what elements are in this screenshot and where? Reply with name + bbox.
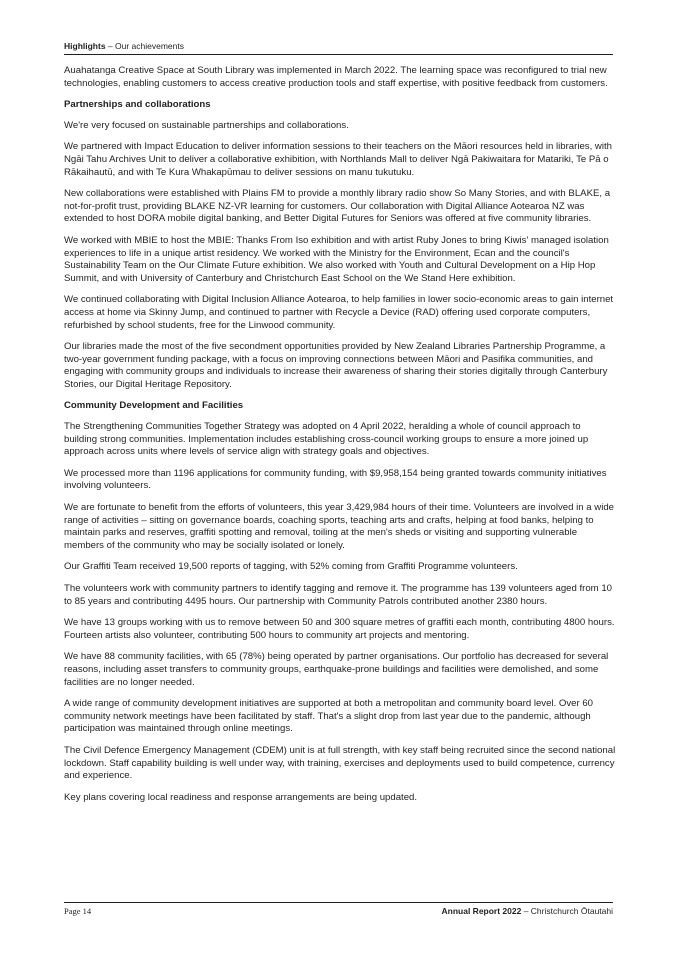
header-section: Highlights [64, 41, 106, 51]
header-separator: – [105, 41, 116, 51]
report-separator: – [521, 906, 531, 916]
paragraph-cdem: The Civil Defence Emergency Management (CDEM) unit is at full strength, with key staff being recruited since the second national lockdown. Staff capability building is well under way, with training, exercises and deployments used to build competence, currency and experience. [64, 744, 616, 782]
paragraph-new-collaborations: New collaborations were established with Plains FM to provide a monthly library radio show So Many Stories, and with BLAKE, a not-for-profit trust, providing BLAKE NZ-VR learning for customers. Our collaboration with Digital Alliance Aotearoa NZ was extended to host DORA mobile digital banking, and Better Digital Futures for Seniors was offered at five community libraries. [64, 188, 611, 225]
page-body [64, 65, 616, 813]
paragraph-graffiti-groups: We have 13 groups working with us to remove between 50 and 300 square metres of graffiti each month, contributing 4800 hours. Fourteen artists also volunteer, contributing 500 hours to community art projects and mentoring. [64, 617, 615, 641]
report-name: Annual Report 2022 [441, 906, 522, 916]
paragraph-volunteers: We are fortunate to benefit from the efforts of volunteers, this year 3,429,984 hours of their time. Volunteers are involved in a wide range of activities – sitting on governance boards, coaching sports, teaching arts and crafts, helping at food banks, helping to maintain parks and reserves, graffiti spotting and removal, toiling at the men's sheds or visiting and supporting vulnerable members of the community who may be socially isolated or lonely. [64, 502, 614, 551]
paragraph-mbie: We worked with MBIE to host the MBIE: Thanks From Iso exhibition and with artist Ruby Jones to bring Kiwis' managed isolation experiences to life in a unique artist residency. We worked with the Ministry for the Environment, Ecan and the council's Sustainability Team on the Our Climate Future exhibition. We also worked with Youth and Cultural Development on a Hip Hop Summit, and with University of Canterbury and Christchurch East School on the We Stand Here exhibition. [64, 234, 609, 284]
paragraph-digital-inclusion: We continued collaborating with Digital Inclusion Alliance Aotearoa, to help families in lower socio-economic areas to gain internet access at home via Skinny Jump, and continued to partner with Recycle a Device (RAD) offering used corporate computers, refurbished by school students, free for the Linwood community. [64, 294, 614, 331]
paragraph-graffiti-programme: The volunteers work with community partners to identify tagging and remove it. The programme has 139 volunteers aged from 10 to 85 years and contributing 4495 hours. Our partnership with Community Patrols contributed another 2380 hours. [64, 583, 613, 607]
paragraph-secondments: Our libraries made the most of the five secondment opportunities provided by New Zealand Libraries Partnership Programme, a two-year government funding package, with a focus on improving connections between Māori and Pasifika communities, and engaging with community groups and individuals to increase their awareness of sharing their stories digitally through Canterbury Stories, our Digital Heritage Repository. [64, 341, 608, 390]
header-subsection: Our achievements [115, 41, 184, 51]
paragraph-facilities: We have 88 community facilities, with 65 (78%) being operated by partner organisations. Our portfolio has decreased for several reasons, including asset transfers to community groups, earthquake-prone buildings and facilities were demolished, and some facilities are no longer needed. [64, 651, 609, 688]
running-header [64, 41, 613, 55]
page-number: Page 14 [64, 906, 92, 916]
paragraph-key-plans: Key plans covering local readiness and response arrangements are being updated. [64, 791, 418, 803]
paragraph-funding: We processed more than 1196 applications for community funding, with $9,958,154 being granted towards community initiatives involving volunteers. [64, 467, 607, 492]
paragraph-initiatives: A wide range of community development initiatives are supported at both a metropolitan and community board level. Over 60 community network meetings have been facilitated by staff. That's a slight drop from last year due to the pandemic, although participation was maintained through online meetings. [64, 698, 594, 735]
heading-partnerships: Partnerships and collaborations [64, 99, 211, 111]
paragraph-graffiti-team: Our Graffiti Team received 19,500 reports of tagging, with 52% coming from Graffiti Programme volunteers. [64, 561, 518, 573]
paragraph-strategy: The Strengthening Communities Together Strategy was adopted on 4 April 2022, heralding a whole of council approach to building strong communities. Implementation includes establishing cross-council working groups to ensure a more joined up approach across units where levels of service align with strategy goals and objectives. [64, 421, 589, 458]
running-footer [64, 902, 613, 917]
heading-community-development: Community Development and Facilities [64, 400, 244, 412]
paragraph-focus: We're very focused on sustainable partnerships and collaborations. [64, 119, 349, 131]
report-title [442, 906, 613, 917]
report-org: Christchurch Ōtautahi [530, 906, 613, 916]
paragraph-creative-space: Auahatanga Creative Space at South Library was implemented in March 2022. The learning space was reconfigured to trial new technologies, enabling customers to access creative production tools and staff expertise, with positive feedback from customers. [64, 65, 608, 89]
paragraph-impact-education: We partnered with Impact Education to deliver information sessions to their teachers on the Māori resources held in libraries, with Ngāi Tahu Archives Unit to deliver a collaborative exhibition, with Northlands Mall to deliver Ngā Pakiwaitara for Matariki, Te Pā o Rākaihautū, and with Te Kura Whakapūmau to deliver sessions on manu tukutuku. [64, 141, 612, 178]
